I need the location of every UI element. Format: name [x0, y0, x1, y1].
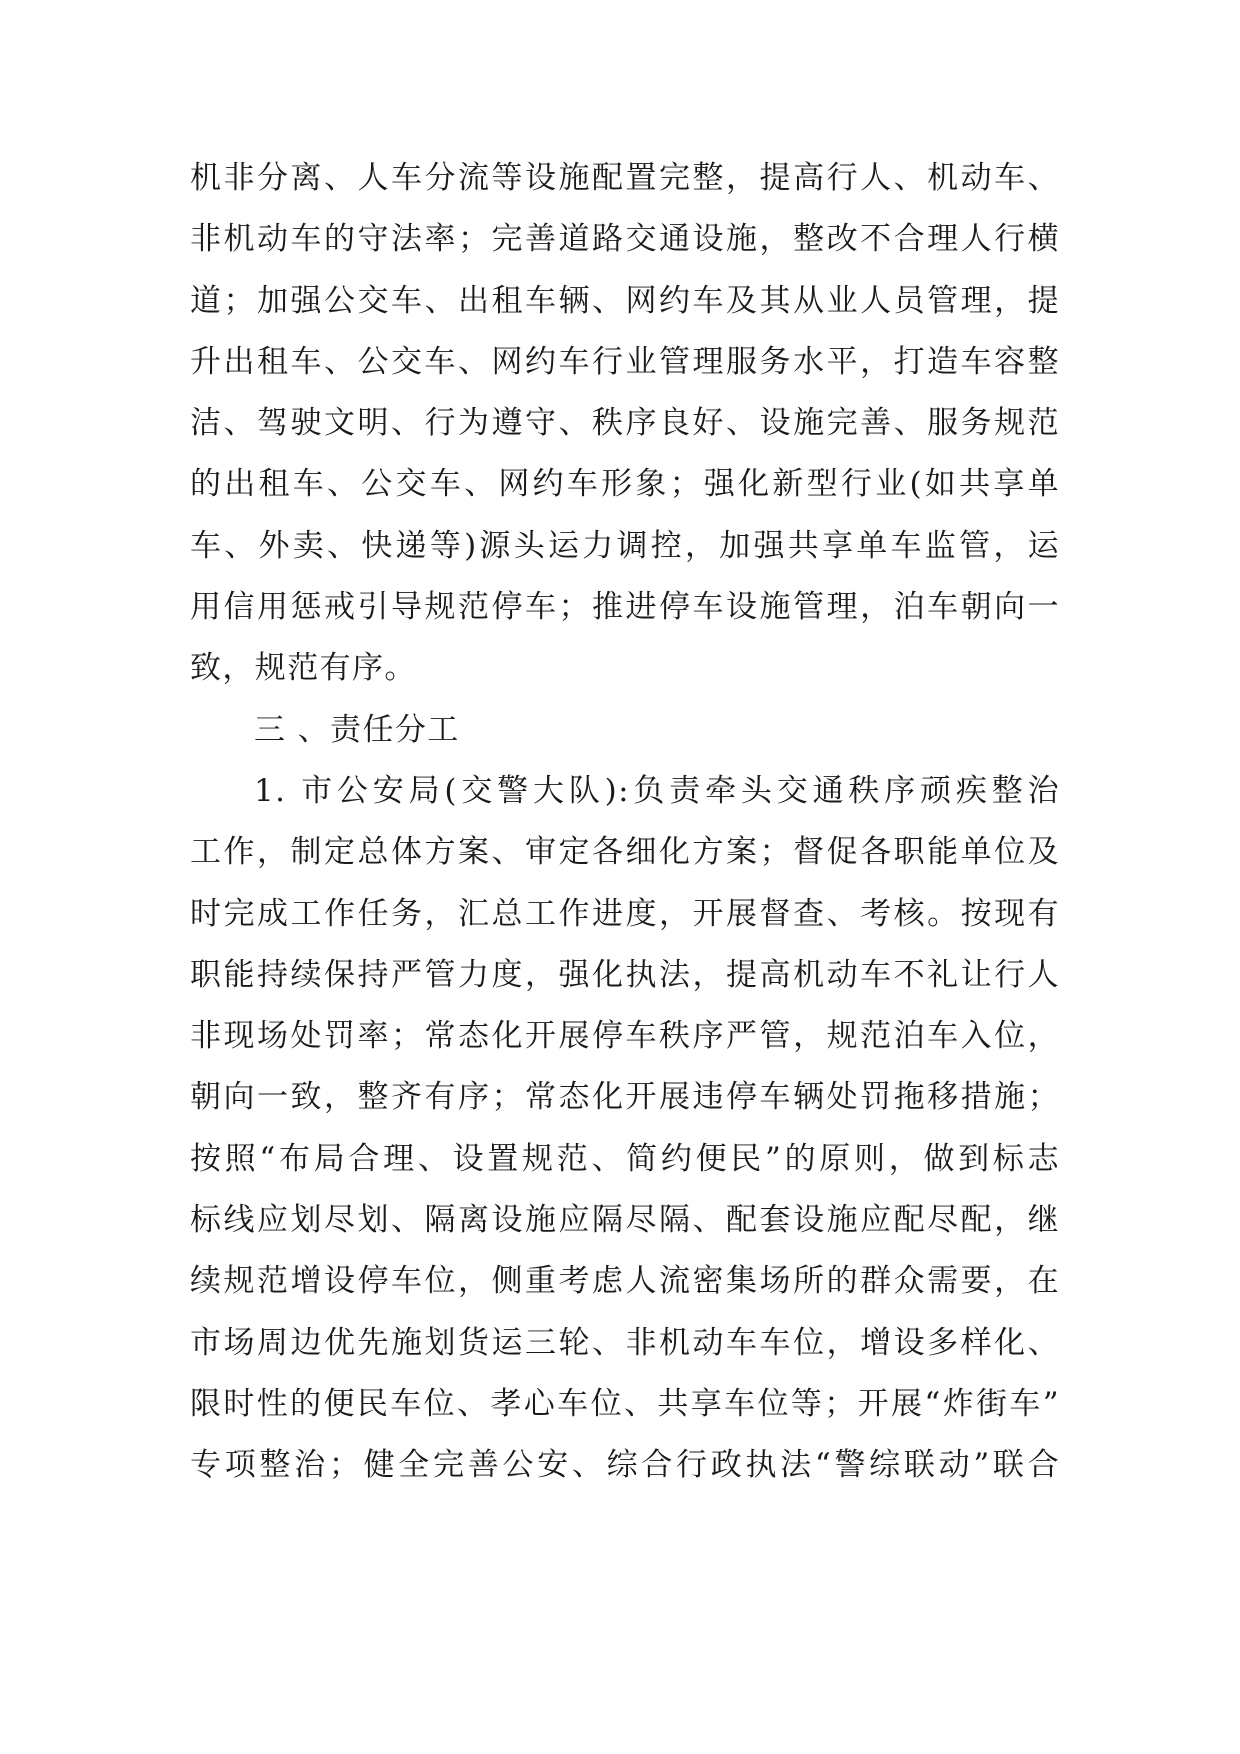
paragraph-2-line-5: 非现场处罚率；常态化开展停车秩序严管，规范泊车入位， — [190, 1018, 1060, 1055]
paragraph-1-line-4: 升出租车、公交车、网约车行业管理服务水平，打造车容整 — [190, 343, 1060, 380]
paragraph-2-line-8: 标线应划尽划、隔离设施应隔尽隔、配套设施应配尽配，继 — [190, 1202, 1060, 1239]
paragraph-2-line-11: 限时性的便民车位、孝心车位、共享车位等；开展“炸街车” — [190, 1385, 1060, 1422]
paragraph-2-line-3: 时完成工作任务，汇总工作进度，开展督查、考核。按现有 — [190, 895, 1060, 932]
paragraph-2-line-7: 按照“布局合理、设置规范、简约便民”的原则，做到标志 — [190, 1140, 1060, 1177]
section-heading: 三 、责任分工 — [254, 711, 460, 748]
paragraph-2-line-10: 市场周边优先施划货运三轮、非机动车车位，增设多样化、 — [190, 1324, 1060, 1361]
document-body — [190, 148, 1060, 1497]
paragraph-2-line-4: 职能持续保持严管力度，强化执法，提高机动车不礼让行人 — [190, 956, 1060, 993]
paragraph-2-line-1: 1. 市公安局(交警大队):负责牵头交通秩序顽疾整治 — [254, 772, 1060, 809]
paragraph-2-line-2: 工作，制定总体方案、审定各细化方案；督促各职能单位及 — [190, 834, 1060, 871]
paragraph-1-line-8: 用信用惩戒引导规范停车；推进停车设施管理，泊车朝向一 — [190, 589, 1060, 626]
paragraph-1-line-1: 机非分离、人车分流等设施配置完整，提高行人、机动车、 — [190, 160, 1060, 196]
paragraph-1-line-5: 洁、驾驶文明、行为遵守、秩序良好、设施完善、服务规范 — [190, 405, 1060, 442]
paragraph-1-line-7: 车、外卖、快递等)源头运力调控，加强共享单车监管，运 — [190, 527, 1060, 564]
paragraph-2-line-12: 专项整治；健全完善公安、综合行政执法“警综联动”联合 — [190, 1447, 1060, 1484]
paragraph-2-line-6: 朝向一致，整齐有序；常态化开展违停车辆处罚拖移措施； — [190, 1079, 1060, 1116]
paragraph-1-line-2: 非机动车的守法率；完善道路交通设施，整改不合理人行横 — [190, 221, 1060, 258]
paragraph-2-line-9: 续规范增设停车位，侧重考虑人流密集场所的群众需要，在 — [190, 1263, 1060, 1300]
paragraph-1-line-9: 致，规范有序。 — [190, 650, 417, 687]
paragraph-1-line-6: 的出租车、公交车、网约车形象；强化新型行业(如共享单 — [190, 466, 1060, 503]
paragraph-1-line-3: 道；加强公交车、出租车辆、网约车及其从业人员管理，提 — [190, 282, 1060, 319]
